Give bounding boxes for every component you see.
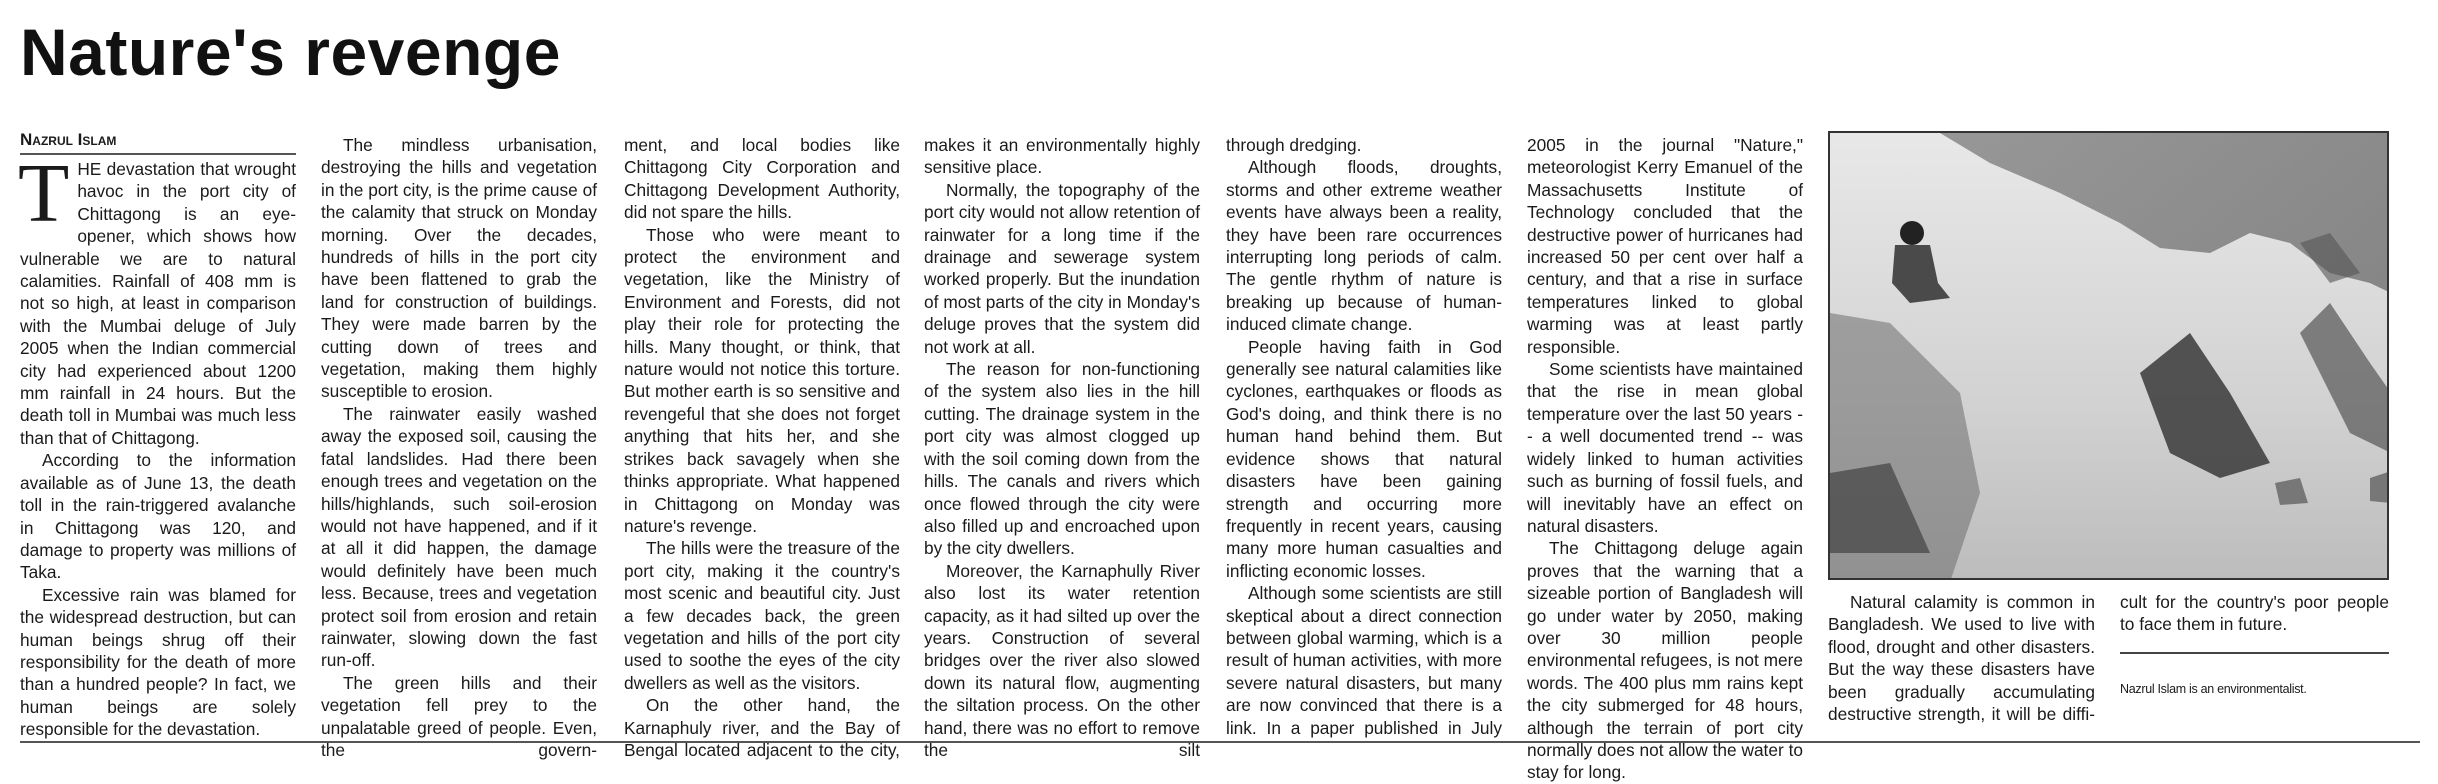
paragraph: The green hills and their vegetation fell prey to the unpalatable greed of people. Even, the govern-: [321, 672, 597, 760]
paragraph: Those who were meant to protect the environment and vegetation, like the Ministry of Environment and Forests, did not play their role for protecting the hills. Many thought, or think, that nature would not notice this torture. But mother earth is so sensitive and revengeful that she does not forget anything that hits her, and she strikes back savagely when she thinks appropriate. What happened in Chittagong on Monday was nature's revenge.: [624, 224, 900, 536]
bottom-divider: [20, 741, 2420, 743]
paragraph: through dredging.: [1226, 135, 1362, 155]
paragraph-text: HE devastation that wrought havoc in the port city of Chittagong is an eye-opener, which shows how vulnerable we are to natural calamities. Rainfall of 408 mm is not so high, at least in comparison with the Mumbai deluge of July 2005 when the Indian commercial city had experienced about 1200 mm rainfall in 24 hours. But the death toll in Mumbai was much less than that of Chittagong.: [20, 159, 296, 448]
paragraph: The mindless urbanisation, destroying the hills and vegetation in the port city, is the prime cause of the calamity that struck on Monday morning. Over the decades, hundreds of hills in the port city have been flattened to grab the land for construction of buildings. They were made barren by the cutting down of trees and vegetation, making them highly susceptible to erosion.: [321, 135, 597, 402]
paragraph: Although some scientists are still skeptical about a direct connection between global warming, which is a result of human activities, with more severe natural disasters, but many are now convinced that there is a link. In a paper published in July: [1226, 583, 1502, 738]
column-7b: [2120, 591, 2389, 700]
headline: Nature's revenge: [20, 15, 561, 89]
paragraph: Natural calamity is common in Bangladesh. We used to live with flood, drought and other disasters. But the way these disasters have been gradually accumulating destructive strength, it will be diffi-: [1828, 592, 2095, 725]
divider: [2120, 652, 2389, 654]
paragraph: Excessive rain was blamed for the widespread destruction, but can human beings shrug off their responsibility for the death of more than a hundred people? In fact, we human beings are solely responsible for the devastation.: [20, 584, 296, 740]
paragraph: makes it an environmentally highly sensitive place.: [924, 135, 1200, 178]
article-photo-eroded-hill: [1828, 131, 2389, 580]
paragraph: Although floods, droughts, storms and other extreme weather events have always been a reality, they have been rare occurrences interrupting long periods of calm. The gentle rhythm of nature is breaking up because of human-induced climate change.: [1226, 157, 1502, 335]
paragraph: People having faith in God generally see natural calamities like cyclones, earthquakes or floods as God's doing, and think there is no human hand behind them. But evidence shows that natural disasters have been gaining strength and occurring more frequently in recent years, causing many more human casualties and inflicting economic losses.: [1226, 336, 1502, 581]
paragraph: On the other hand, the Karnaphuly river, and the Bay of Bengal located adjacent to the city,: [624, 695, 900, 760]
author-bio: Nazrul Islam is an environmentalist.: [2120, 681, 2307, 696]
column-7a: [1828, 591, 2095, 725]
paragraph: ment, and local bodies like Chittagong City Corporation and Chittagong Development Authority, did not spare the hills.: [624, 135, 900, 223]
column-1: [18, 147, 296, 741]
paragraph: Moreover, the Karnaphully River also lost its water retention capacity, as it had silted up over the years. Construction of several bridges over the river also slowed down its natural flow, augmenting the siltation process. On the other hand, there was no effort to remove the silt: [924, 560, 1200, 760]
drop-cap: T: [18, 147, 70, 240]
paragraph: cult for the country's poor people to face them in future.: [2120, 592, 2389, 635]
paragraph: The reason for non-functioning of the system also lies in the hill cutting. The drainage system in the port city was almost clogged up with the soil coming down from the hills. The canals and rivers which once flowed through the city were also filled up and encroached upon by the city dwellers.: [924, 359, 1200, 559]
column-6: [1527, 134, 1803, 784]
column-3: [624, 134, 900, 761]
column-4: [924, 134, 1200, 761]
byline: Nazrul Islam: [20, 130, 296, 155]
paragraph: According to the information available as of June 13, the death toll in the rain-triggered avalanche in Chittagong was 120, and damage to property was millions of Taka.: [20, 450, 296, 583]
paragraph: The rainwater easily washed away the exposed soil, causing the fatal landslides. Had there been enough trees and vegetation on the hills/highlands, such soil-erosion would not have happened, and if it at all it did happen, the damage would definitely have been much less. Because, trees and vegetation protect soil from erosion and retain rainwater, slowing down the fast run-off.: [321, 403, 597, 671]
paragraph: Normally, the topography of the port city would not allow retention of rainwater for a long time if the drainage and sewerage system worked properly. But the inundation of most parts of the city in Monday's deluge proves that the system did not work at all.: [924, 179, 1200, 357]
paragraph: 2005 in the journal "Nature," meteorologist Kerry Emanuel of the Massachusetts Institute of Technology concluded that the destructive power of hurricanes had increased 50 per cent over half a century, and that a rise in surface temperatures linked to global warming was at least partly responsible.: [1527, 135, 1803, 357]
column-2: [321, 134, 597, 761]
paragraph: [18, 147, 296, 449]
child-head: [1900, 221, 1924, 245]
column-5: [1226, 134, 1502, 739]
photo-illustration: [1830, 133, 2389, 580]
paragraph: Some scientists have maintained that the rise in mean global temperature over the last 50 years -- a well documented trend -- was widely linked to human activities such as burning of fossil fuels, and will inevitably have an effect on natural disasters.: [1527, 359, 1803, 536]
paragraph: The Chittagong deluge again proves that the warning that a sizeable portion of Bangladesh will go under water by 2050, making over 30 million people environmental refugees, is not mere words. The 400 plus mm rains kept the city submerged for 48 hours, although the terrain of port city normally does not allow the water to stay for long.: [1527, 538, 1803, 783]
paragraph: The hills were the treasure of the port city, making it the country's most scenic and beautiful city. Just a few decades back, the green vegetation and hills of the port city used to soothe the eyes of the city dwellers as well as the visitors.: [624, 538, 900, 693]
